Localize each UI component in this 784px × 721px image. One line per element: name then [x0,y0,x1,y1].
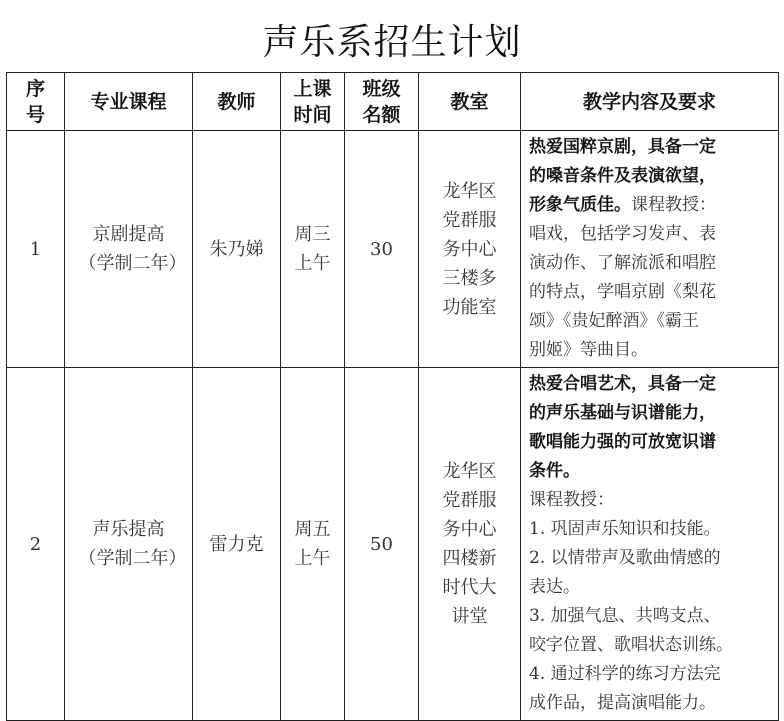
cell-content: 热爱国粹京剧，具备一定 的嗓音条件及表演欲望， 形象气质佳。课程教授： 唱戏，包括学习发声、表 演动作、了解流派和唱腔 的特点，学唱京剧《梨花 颂》《贵妃醉酒》《霸王 别姬》等曲目。 [521,131,779,368]
table-row [7,368,779,721]
cell-room: 龙华区党群服务中心三楼多功能室 [419,131,521,368]
cell-course: 声乐提高（学制二年） [65,368,193,721]
page-title: 声乐系招生计划 [262,22,522,63]
header-quota: 班级名额 [345,73,419,131]
cell-content: 热爱合唱艺术，具备一定 的声乐基础与识谱能力， 歌唱能力强的可放宽识谱 条件。 课程教授： 1. 巩固声乐知识和技能。 2. 以情带声及歌曲情感的 表达。 3. 加强气息、共鸣支点、 咬字位置、歌唱状态训练。 4. 通过科学的练习方法完 成作品，提高演唱能力。 [521,368,779,721]
header-teacher: 教师 [193,73,281,131]
header-time: 上课时间 [281,73,345,131]
cell-room: 龙华区党群服务中心四楼新时代大讲堂 [419,368,521,721]
header-row [7,73,779,131]
cell-quota: 50 [345,368,419,721]
cell-course: 京剧提高（学制二年） [65,131,193,368]
cell-quota: 30 [345,131,419,368]
table-row [7,131,779,368]
header-seq: 序号 [7,73,65,131]
cell-time: 周三上午 [281,131,345,368]
cell-seq: 1 [7,131,65,368]
header-room: 教室 [419,73,521,131]
enrollment-table [6,72,779,721]
cell-teacher: 朱乃娣 [193,131,281,368]
cell-teacher: 雷力克 [193,368,281,721]
header-content: 教学内容及要求 [521,73,779,131]
cell-time: 周五上午 [281,368,345,721]
cell-seq: 2 [7,368,65,721]
header-course: 专业课程 [65,73,193,131]
